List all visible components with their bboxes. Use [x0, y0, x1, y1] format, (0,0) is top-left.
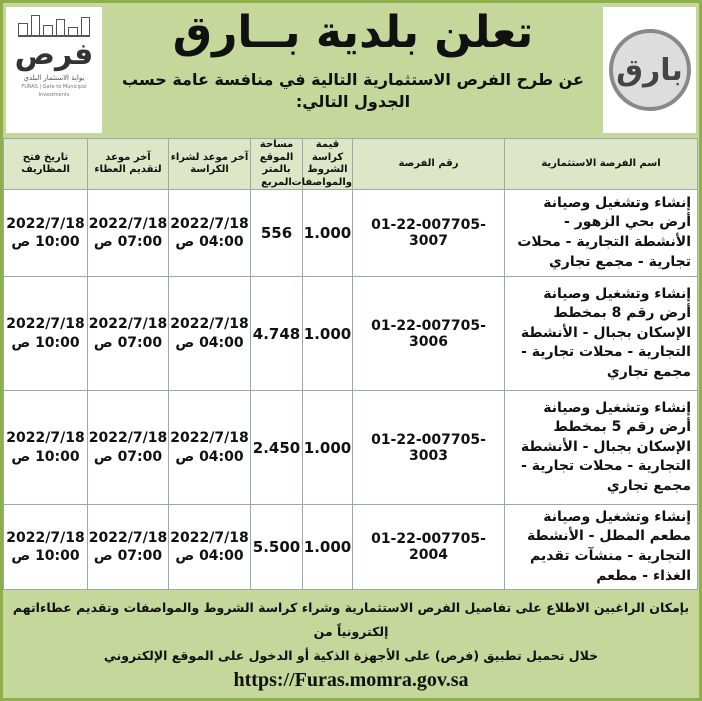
furas-caption: بوابة الاستثمار البلدي — [23, 74, 85, 82]
booklet-price: 1.000 — [303, 190, 353, 277]
col-area-header: مساحة الموقع بالمتر المربع — [251, 139, 303, 190]
date: 2022/7/18 — [170, 529, 249, 546]
ad-header — [3, 3, 699, 135]
table-row — [4, 391, 698, 505]
furas-logo — [6, 7, 102, 133]
site-area: 5.500 — [251, 505, 303, 590]
date: 2022/7/18 — [6, 529, 85, 546]
footer-line-2: خلال تحميل تطبيق (فرص) على الأجهزة الذكية أو الدخول على الموقع الإلكتروني — [103, 648, 599, 663]
envelope-opening — [4, 505, 88, 590]
date: 2022/7/18 — [6, 430, 85, 447]
opportunity-number: 01-22-007705-3003 — [353, 391, 505, 505]
date: 2022/7/18 — [88, 430, 168, 447]
date: 2022/7/18 — [170, 430, 249, 447]
time: 04:00 ص — [175, 334, 244, 351]
envelope-opening — [4, 391, 88, 505]
furas-caption-en: FURAS | Gate to Municipal Investments — [21, 84, 87, 98]
page-title: تعلن بلدية بــارق — [172, 7, 534, 58]
site-area: 556 — [251, 190, 303, 277]
furas-logo-text: فرص — [14, 37, 94, 72]
time: 07:00 ص — [93, 448, 163, 465]
date: 2022/7/18 — [88, 215, 168, 232]
time: 07:00 ص — [93, 234, 163, 250]
seal-icon — [609, 29, 691, 111]
footer-note — [3, 596, 699, 694]
page-subtitle: عن طرح الفرص الاستثمارية التالية في منافسة عامة حسب الجدول التالي: — [122, 70, 584, 111]
opportunity-name: إنشاء وتشغيل وصيانة أرض رقم 8 بمخطط الإسكان بجبال - الأنشطة التجارية - محلات تجارية - مجمع تجاري — [505, 277, 698, 391]
submit-deadline — [88, 505, 169, 590]
envelope-opening — [4, 277, 88, 391]
date: 2022/7/18 — [88, 529, 168, 546]
opportunity-number: 01-22-007705-3007 — [353, 190, 505, 277]
table-row — [4, 277, 698, 391]
ad-frame — [3, 3, 699, 698]
site-area: 4.748 — [251, 277, 303, 391]
purchase-deadline — [169, 190, 251, 277]
time: 10:00 ص — [11, 448, 80, 465]
col-open-header: تاريخ فتح المظاريف — [4, 139, 88, 190]
submit-deadline — [88, 391, 169, 505]
date: 2022/7/18 — [6, 215, 85, 232]
time: 07:00 ص — [93, 548, 163, 564]
time: 04:00 ص — [175, 548, 244, 564]
table-header-row — [4, 139, 698, 190]
time: 07:00 ص — [93, 334, 163, 351]
time: 10:00 ص — [11, 548, 80, 564]
opportunity-number: 01-22-007705-2004 — [353, 505, 505, 590]
site-area: 2.450 — [251, 391, 303, 505]
time: 10:00 ص — [11, 334, 80, 351]
purchase-deadline — [169, 277, 251, 391]
col-number-header: رقم الفرصة — [353, 139, 505, 190]
purchase-deadline — [169, 505, 251, 590]
table-row — [4, 505, 698, 590]
purchase-deadline — [169, 391, 251, 505]
col-price-header: قيمة كراسة الشروط والمواصفات — [291, 139, 352, 188]
date: 2022/7/18 — [6, 316, 85, 333]
time: 04:00 ص — [175, 448, 244, 465]
booklet-price: 1.000 — [303, 277, 353, 391]
date: 2022/7/18 — [88, 316, 168, 333]
col-name-header: اسم الفرصة الاستثمارية — [505, 139, 698, 190]
opportunity-number: 01-22-007705-3006 — [353, 277, 505, 391]
opportunity-name: إنشاء وتشغيل وصيانة أرض رقم 5 بمخطط الإسكان بجبال - الأنشطة التجارية - محلات تجارية - مجمع تجاري — [505, 391, 698, 505]
opportunity-name: إنشاء وتشغيل وصيانة أرض بحي الزهور - الأنشطة التجارية - محلات تجارية - مجمع تجاري — [505, 190, 698, 277]
furas-website-link[interactable]: https://Furas.momra.gov.sa — [233, 669, 469, 691]
date: 2022/7/18 — [170, 215, 249, 232]
footer-line-1: بإمكان الراغبين الاطلاع على تفاصيل الفرص الاستثمارية وشراء كراسة الشروط والمواصفات وتقديم عطاءاتهم إلكترونياً من — [12, 600, 690, 639]
opportunities-table — [3, 138, 698, 590]
table-row — [4, 190, 698, 277]
time: 04:00 ص — [175, 234, 244, 250]
opportunity-name: إنشاء وتشغيل وصيانة مطعم المطل - الأنشطة التجارية - منشآت تقديم الغذاء - مطعم — [505, 505, 698, 590]
col-submit-header: آخر موعد لتقديم العطاء — [88, 139, 169, 190]
envelope-opening — [4, 190, 88, 277]
booklet-price: 1.000 — [303, 505, 353, 590]
seal-text: بارق — [616, 52, 683, 88]
time: 10:00 ص — [11, 234, 80, 250]
submit-deadline — [88, 190, 169, 277]
date: 2022/7/18 — [170, 316, 249, 333]
booklet-price: 1.000 — [303, 391, 353, 505]
col-purchase-header: آخر موعد لشراء الكراسة — [169, 139, 251, 190]
bareq-seal-logo — [603, 7, 696, 133]
skyline-icon — [18, 15, 90, 37]
submit-deadline — [88, 277, 169, 391]
